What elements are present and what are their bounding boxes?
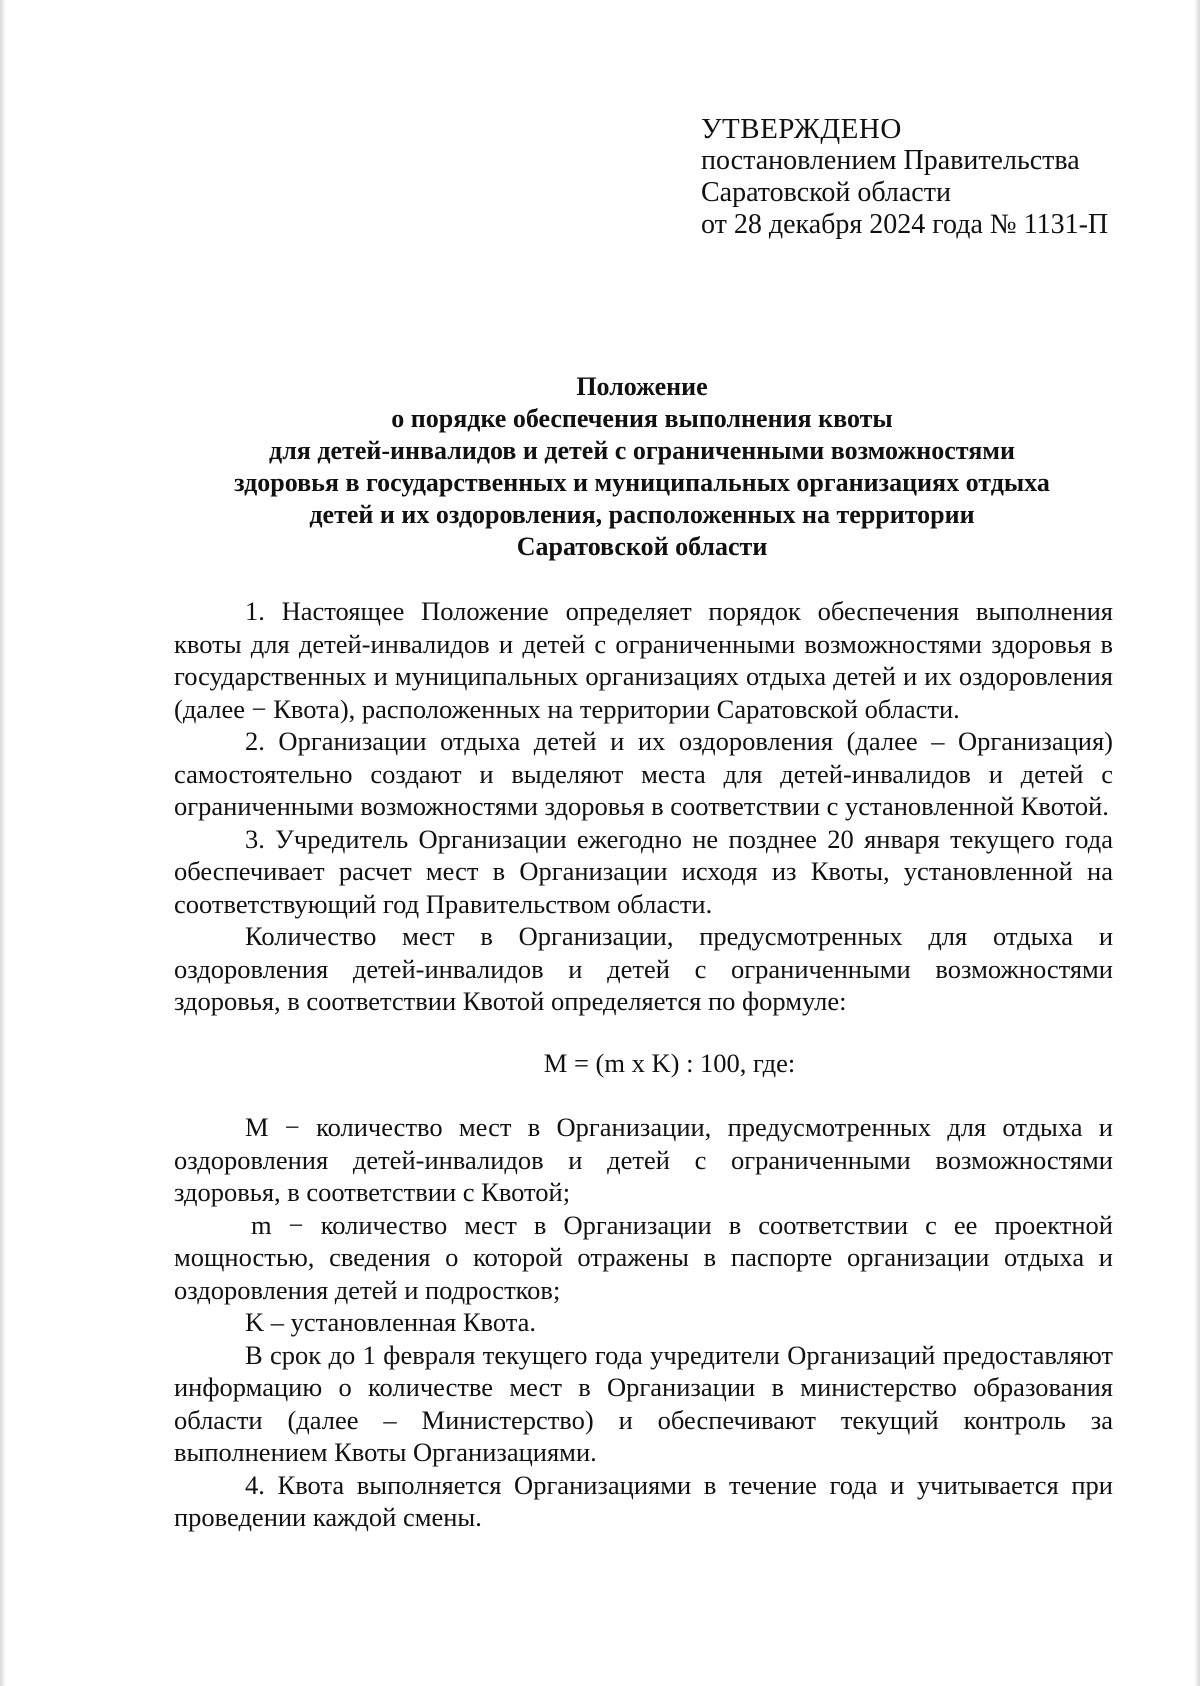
scan-edge-right [1194, 0, 1200, 1686]
definition-m: m − количество мест в Организации в соответствии с ее проектной мощностью, сведения о которой отражены в паспорте организации отдыха и оздоровления детей и подростков; [174, 1209, 1113, 1305]
approval-line-3: от 28 декабря 2024 года № 1131-П [701, 209, 1109, 240]
title-line-3: для детей-инвалидов и детей с ограниченными возможностями [269, 436, 1015, 465]
title-line-5: детей и их оздоровления, расположенных на территории [309, 500, 975, 529]
paragraph-1: 1. Настоящее Положение определяет порядок обеспечения выполнения квоты для детей-инвалидов и детей с ограниченными возможностями здоровья в государственных и муниципальных организациях отдыха детей и их оздоровления (далее − Квота), расположенных на территории Саратовской области. [174, 596, 1113, 724]
definition-M: M − количество мест в Организации, предусмотренных для отдыха и оздоровления детей-инвалидов и детей с ограниченными возможностями здоровья, в соответствии с Квотой; [174, 1112, 1113, 1207]
approval-line-2: Саратовской области [701, 177, 951, 208]
document-title [172, 371, 1112, 563]
definition-K: K – установленная Квота. [245, 1307, 537, 1337]
title-line-4: здоровья в государственных и муниципальных организациях отдыха [234, 468, 1050, 497]
approval-line-1: постановлением Правительства [701, 145, 1080, 176]
paragraph-2: 2. Организации отдыха детей и их оздоровления (далее – Организация) самостоятельно создают и выделяют места для детей-инвалидов и детей с ограниченными возможностями здоровья в соответствии с установленной Квотой. [174, 726, 1113, 821]
scan-edge-left [0, 0, 6, 1686]
title-line-1: Положение [576, 372, 708, 401]
approval-stamp: УТВЕРЖДЕНО [701, 113, 902, 145]
paragraph-4: 4. Квота выполняется Организациями в течение года и учитывается при проведении каждой смены. [174, 1469, 1113, 1532]
document-body [174, 595, 1113, 1534]
approval-block [701, 113, 1161, 241]
quota-formula: M = (m x K) : 100, где: [543, 1047, 796, 1078]
paragraph-3: 3. Учредитель Организации ежегодно не позднее 20 января текущего года обеспечивает расчет мест в Организации исходя из Квоты, установленной на соответствующий год Правительством области. [174, 823, 1113, 919]
paragraph-formula-intro: Количество мест в Организации, предусмотренных для отдыха и оздоровления детей-инвалидов и детей с ограниченными возможностями здоровья, в соответствии Квотой определяется по формуле: [174, 921, 1113, 1016]
paragraph-deadline: В срок до 1 февраля текущего года учредители Организаций предоставляют информацию о количестве мест в Организации в министерство образования области (далее – Министерство) и обеспечивают текущий контроль за выполнением Квоты Организациями. [174, 1339, 1113, 1467]
title-line-6: Саратовской области [516, 532, 768, 561]
title-line-2: о порядке обеспечения выполнения квоты [391, 404, 893, 433]
